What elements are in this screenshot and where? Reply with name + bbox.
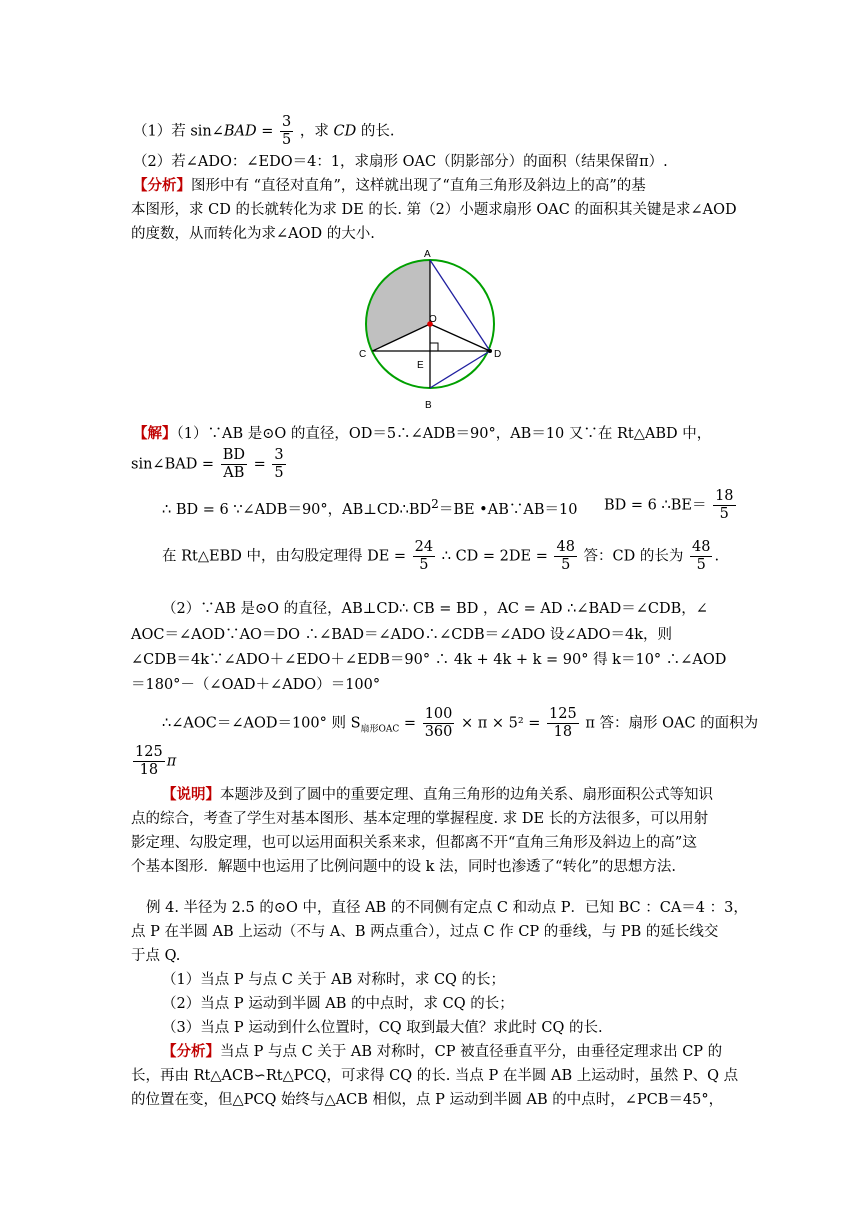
circle-figure <box>355 248 515 416</box>
solution-line-1 <box>133 424 711 444</box>
fraction: $\frac{125}{18}$ <box>135 744 163 778</box>
area-text: ∴∠AOC＝∠AOD＝100° 则 S <box>162 715 361 732</box>
solution-label: 【解】 <box>133 425 177 442</box>
solution-line-4: 在 Rt△EBD 中，由勾股定理得 DE = $\frac{24}{5}$ ∴ CD = 2DE = $\frac{48}{5}$ 答：CD 的长为 $\frac{48}{5}$ . <box>162 539 720 573</box>
analysis-line-2: 本图形，求 CD 的长就转化为求 DE 的长. 第（2）小题求扇形 OAC 的面积其关键是求∠AOD <box>131 202 737 218</box>
sin-expression: sin∠BAD = <box>131 456 215 473</box>
example-4-question-1: （1）当点 P 与点 C 关于 AB 对称时，求 CQ 的长； <box>162 972 506 988</box>
example-4-question-3: （3）当点 P 运动到什么位置时，CQ 取到最大值？求此时 CQ 的长. <box>162 1020 603 1036</box>
solution-line-2: sin∠BAD = $\frac{BD}{AB}$ = $\frac{3}{5}$ <box>131 447 284 481</box>
fraction: $\frac{18}{5}$ <box>715 488 734 522</box>
label-o: O <box>429 314 437 325</box>
cd-expression: ∴ CD = 2DE = <box>441 548 548 565</box>
analysis-text: 当点 P 与点 C 关于 AB 对称时，CP 被直径垂直平分，由垂径定理求出 CP 的 <box>220 1044 723 1060</box>
question-1 <box>133 114 394 149</box>
be-expression: BD = 6 ∴BE＝ <box>604 497 707 514</box>
example-4-analysis-label: 【分析】 <box>162 1043 220 1060</box>
pi: π <box>166 753 177 770</box>
angle-text: ∴∠BAD＝∠CDB，∠ <box>567 601 708 617</box>
de-expression: 在 Rt△EBD 中，由勾股定理得 DE = <box>162 548 407 565</box>
shaded-sector <box>367 260 430 351</box>
analysis-line-3: 的度数，从而转化为求∠AOD 的大小. <box>131 226 375 242</box>
example-4-analysis-line-3: 的位置在变，但△PCQ 始终与△ACB 相似，点 P 运动到半圆 AB 的中点时，∠PCB＝45°， <box>131 1092 724 1108</box>
note-line-2: 点的综合，考查了学生对基本图形、基本定理的掌握程度. 求 DE 长的方法很多，可以用射 <box>131 811 709 827</box>
example-4-analysis-line-2: 长，再由 Rt△ACB∽Rt△PCQ，可求得 CQ 的长. 当点 P 在半圆 AB 上运动时，虽然 P、Q 点 <box>131 1068 739 1084</box>
note-text: 本题涉及到了圆中的重要定理、直角三角形的边角关系、扇形面积公式等知识 <box>220 787 713 803</box>
segment-bd <box>430 351 490 388</box>
equals: = <box>403 715 417 732</box>
solution-line-7: ∠CDB＝4k∵∠ADO＋∠EDO＋∠EDB＝90° ∴ 4k + 4k + k = 90° 得 k＝10° ∴∠AOD <box>131 652 727 668</box>
fraction: $\frac{24}{5}$ <box>414 539 434 573</box>
solution-line-9 <box>162 706 758 741</box>
example-4-analysis-line-1 <box>162 1042 722 1062</box>
solution-line-8: ＝180°－（∠OAD＋∠ADO）＝100° <box>131 677 381 693</box>
answer-text: 答：CD 的长为 <box>583 548 684 565</box>
fraction: $\frac{125}{18}$ <box>549 706 577 740</box>
label-b: B <box>425 400 432 411</box>
label-a: A <box>424 249 431 260</box>
fraction: $\frac{48}{5}$ <box>691 539 711 573</box>
example-4-line-1: 例 4. 半径为 2.5 的⊙O 中，直径 AB 的不同侧有定点 C 和动点 P．已知 BC ：CA＝4 ：3， <box>146 900 748 916</box>
analysis-line-1 <box>133 176 646 196</box>
bd-expression: ∴ BD = 6 ∵∠ADB＝90°，AB⊥CD∴BD <box>162 501 432 518</box>
arc-equalities: CB = BD ，AC = AD <box>412 601 563 617</box>
example-4-line-3: 于点 Q. <box>131 948 181 964</box>
fraction: $\frac{BD}{AB}$ <box>222 447 245 481</box>
analysis-text: 图形中有 “直径对直角”，这样就出现了“直角三角形及斜边上的高”的基 <box>191 178 646 194</box>
note-line-1 <box>162 785 713 805</box>
be-ab-expression: ＝BE •AB∵AB＝10 <box>438 501 578 518</box>
solution-line-3b <box>604 488 738 523</box>
example-4-question-2: （2）当点 P 运动到半圆 AB 的中点时，求 CQ 的长； <box>162 996 514 1012</box>
note-line-3: 影定理、勾股定理，也可以运用面积关系来求，但都离不开“直角三角形及斜边上的高”这 <box>131 835 697 851</box>
fraction: $\frac{3}{5}$ <box>274 447 284 481</box>
question-2: （2）若∠ADO：∠EDO＝4：1，求扇形 OAC（阴影部分）的面积（结果保留π）. <box>133 154 668 170</box>
solution-line-3 <box>162 494 577 520</box>
superscript: 2 <box>431 497 439 511</box>
right-angle-mark <box>430 343 438 351</box>
fraction: $\frac{100}{360}$ <box>424 706 453 740</box>
label-e: E <box>417 360 424 371</box>
fraction: $\frac{48}{5}$ <box>556 539 575 573</box>
q1-prefix: （1）若 sin∠BAD = <box>133 123 274 140</box>
solution-line-5 <box>162 599 708 619</box>
part2-text: （2）∵AB 是⊙O 的直径，AB⊥CD∴ <box>162 601 409 617</box>
answer-text: π 答：扇形 OAC 的面积为 <box>585 715 759 732</box>
q1-suffix: ，求 CD 的长. <box>299 123 395 140</box>
note-label: 【说明】 <box>162 786 220 803</box>
example-4-line-2: 点 P 在半圆 AB 上运动（不与 A、B 两点重合），过点 C 作 CP 的垂线，与 PB 的延长线交 <box>131 924 719 940</box>
fraction: $\frac{3}{5}$ <box>282 114 292 148</box>
note-line-4: 个基本图形．解题中也运用了比例问题中的设 k 法，同时也渗透了“转化”的思想方法. <box>131 859 676 875</box>
label-d: D <box>494 349 502 360</box>
solution-text: （1）∵AB 是⊙O 的直径，OD＝5∴∠ADB＝90°，AB＝10 又∵在 Rt△ABD 中， <box>176 426 712 442</box>
label-c: C <box>359 349 367 360</box>
subscript: 扇形OAC <box>360 724 400 735</box>
solution-line-6: AOC＝∠AOD∵AO＝DO ∴∠BAD＝∠ADO∴∠CDB＝∠ADO 设∠ADO＝4k，则 <box>131 627 673 643</box>
solution-line-10 <box>131 744 176 779</box>
formula-text: × π × 5² = <box>460 715 541 732</box>
analysis-label: 【分析】 <box>133 177 191 194</box>
